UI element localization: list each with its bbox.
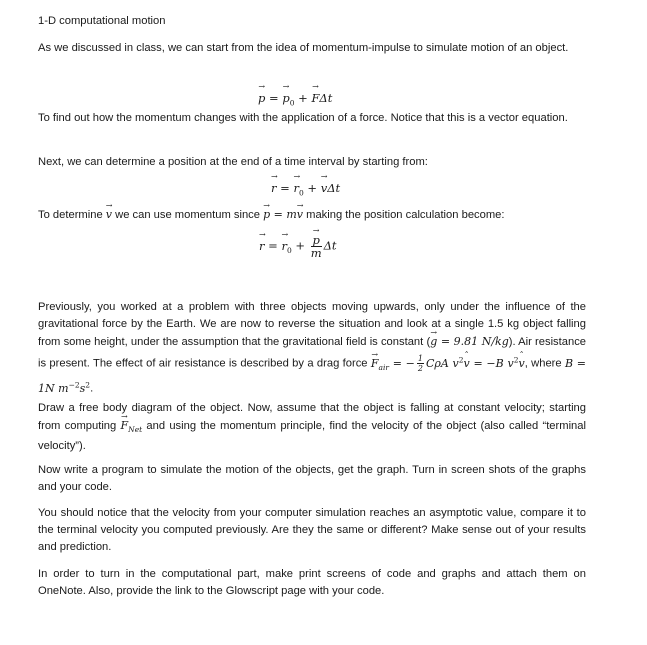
equation-position-momentum: → r = → $r_0$ + → $\frac{p}{m}$ Δt — [259, 234, 337, 259]
paragraph-write-program: Now write a program to simulate the motion of the objects, get the graph. Turn in screen shots of the graphs and your code. — [38, 464, 586, 493]
document-title: 1-D computational motion — [38, 15, 166, 27]
equation-momentum: → p = → $p_0$ + → FΔt — [258, 91, 332, 107]
paragraph-compare-results: You should notice that the velocity from your computer simulation reaches an asymptotic value, compare it to the terminal velocity you computed previously. Are they the same or different? Make sense out of your results and prediction. — [38, 507, 586, 553]
paragraph-momentum-change: To find out how the momentum changes with the application of a force. Notice that this is a vector equation. — [38, 112, 568, 124]
paragraph-problem-setup: Previously, you worked at a problem with three objects moving upwards, only under the influence of the gravitational force by the Earth. We are now to reverse the situation and look at a single 1.5 kg object falling from some height, under the assumption that the gravitational field is constant (→ g = 9.81 N/kg). Air resistance is present. The effect of air resistance is described by a drag force → $F_{air}$ = − $\frac{1}{2}$ CρA $v^2ˆ$ v = −B $v^2ˆ$ v, where B = 1N $m^{-2}s^2$. — [38, 299, 586, 398]
paragraph-velocity-from-momentum: To determine → v we can use momentum since → p = m→ v making the position calculation become: — [38, 206, 586, 224]
paragraph-intro: As we discussed in class, we can start from the idea of momentum-impulse to simulate motion of an object. — [38, 42, 569, 54]
equation-position: → r = → $r_0$ + → vΔt — [271, 181, 340, 197]
paragraph-submission: In order to turn in the computational part, make print screens of code and graphs and attach them on OneNote. Also, provide the link to the Glowscript page with your code. — [38, 568, 586, 597]
paragraph-free-body-diagram: Draw a free body diagram of the object. Now, assume that the object is falling at constant velocity; starting from computing → $F_{Net}$ and using the momentum principle, find the velocity of the object (also called “terminal velocity”). — [38, 400, 586, 455]
paragraph-position-intro: Next, we can determine a position at the end of a time interval by starting from: — [38, 156, 428, 168]
